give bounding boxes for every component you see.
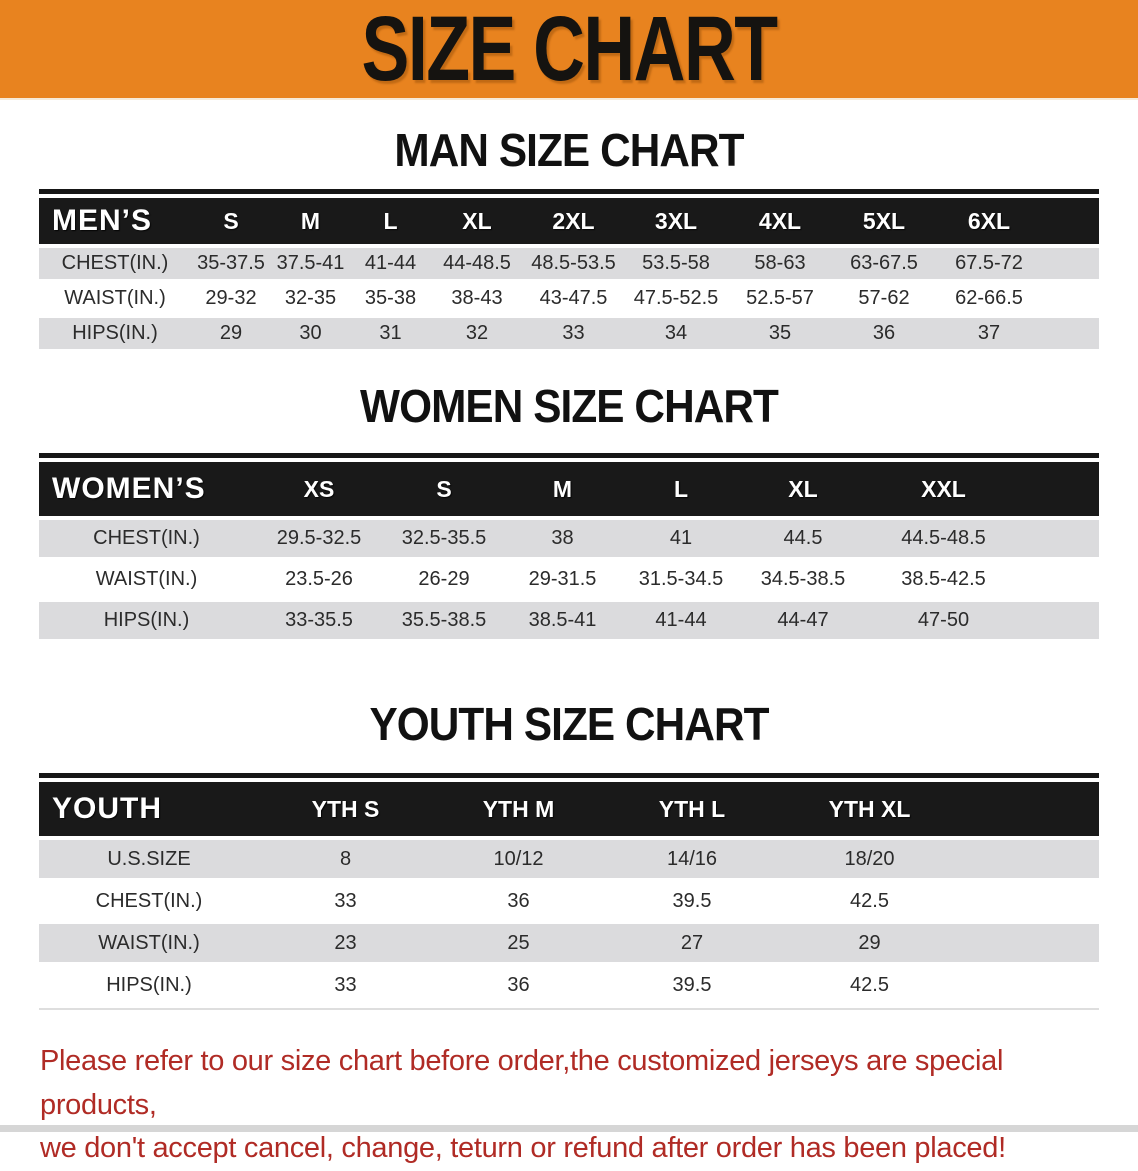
size-value-cell: 44-47: [741, 602, 865, 639]
size-value-cell: 35.5-38.5: [384, 602, 504, 639]
size-value-cell: 31.5-34.5: [621, 561, 741, 598]
size-value-cell: 42.5: [779, 882, 1099, 920]
row-label: CHEST(IN.): [39, 520, 254, 557]
size-value-cell: 30: [271, 318, 350, 349]
size-column-header: 5XL: [832, 198, 936, 244]
size-value-cell: 48.5-53.5: [523, 248, 624, 279]
size-column-header: YTH S: [259, 782, 432, 836]
size-column-header: 4XL: [728, 198, 832, 244]
banner: [0, 0, 1138, 100]
size-value-cell: 38-43: [431, 283, 523, 314]
size-value-cell: 39.5: [605, 882, 779, 920]
size-value-cell: 52.5-57: [728, 283, 832, 314]
size-column-header: 2XL: [523, 198, 624, 244]
women-size-table: [39, 458, 1099, 643]
page-title: SIZE CHART: [361, 0, 777, 100]
size-value-cell: 23: [259, 924, 432, 962]
size-value-cell: 67.5-72: [936, 248, 1099, 279]
size-value-cell: 32: [431, 318, 523, 349]
size-value-cell: 44.5-48.5: [865, 520, 1099, 557]
size-value-cell: 33: [259, 882, 432, 920]
men-section-heading: MAN SIZE CHART: [394, 124, 744, 176]
women-section-heading: WOMEN SIZE CHART: [360, 380, 778, 432]
size-value-cell: 36: [832, 318, 936, 349]
size-value-cell: 27: [605, 924, 779, 962]
size-column-header: YTH M: [432, 782, 605, 836]
size-column-header: 6XL: [936, 198, 1099, 244]
measurement-row: [39, 318, 1099, 349]
women-table-wrap: [39, 453, 1099, 643]
size-column-header: XXL: [865, 462, 1099, 516]
size-value-cell: 41-44: [621, 602, 741, 639]
measurement-row: [39, 966, 1099, 1004]
row-label: WAIST(IN.): [39, 283, 191, 314]
notice-line-2: we don't accept cancel, change, teturn or refund after order has been placed!: [40, 1132, 1006, 1164]
size-value-cell: 43-47.5: [523, 283, 624, 314]
size-value-cell: 36: [432, 966, 605, 1004]
men-table-wrap: [39, 189, 1099, 353]
size-value-cell: 34.5-38.5: [741, 561, 865, 598]
men-size-section: [0, 124, 1138, 353]
youth-table-wrap: [39, 773, 1099, 1010]
size-column-header: YTH L: [605, 782, 779, 836]
women-size-section: [0, 380, 1138, 643]
size-header-row: [39, 462, 1099, 516]
measurement-row: [39, 283, 1099, 314]
order-notice: [40, 1040, 1100, 1171]
row-label: HIPS(IN.): [39, 602, 254, 639]
measurement-row: [39, 924, 1099, 962]
measurement-row: [39, 840, 1099, 878]
measurement-row: [39, 248, 1099, 279]
size-value-cell: 34: [624, 318, 728, 349]
size-value-cell: 29: [191, 318, 271, 349]
row-label: WAIST(IN.): [39, 924, 259, 962]
size-value-cell: 58-63: [728, 248, 832, 279]
size-column-header: XL: [431, 198, 523, 244]
row-label: HIPS(IN.): [39, 318, 191, 349]
measurement-row: [39, 882, 1099, 920]
row-label: WAIST(IN.): [39, 561, 254, 598]
size-value-cell: 29-32: [191, 283, 271, 314]
size-header-row: [39, 782, 1099, 836]
size-value-cell: 36: [432, 882, 605, 920]
men-size-table: [39, 194, 1099, 353]
size-value-cell: 41: [621, 520, 741, 557]
size-value-cell: 35-38: [350, 283, 431, 314]
size-column-header: 3XL: [624, 198, 728, 244]
size-value-cell: 41-44: [350, 248, 431, 279]
size-column-header: XL: [741, 462, 865, 516]
size-value-cell: 38.5-41: [504, 602, 621, 639]
size-value-cell: 37.5-41: [271, 248, 350, 279]
size-value-cell: 25: [432, 924, 605, 962]
youth-size-section: [0, 698, 1138, 1010]
youth-size-table: [39, 778, 1099, 1008]
size-column-header: XS: [254, 462, 384, 516]
size-column-header: S: [191, 198, 271, 244]
size-column-header: S: [384, 462, 504, 516]
measurement-row: [39, 520, 1099, 557]
size-value-cell: 47-50: [865, 602, 1099, 639]
table-title-cell: WOMEN’S: [39, 462, 254, 516]
size-value-cell: 39.5: [605, 966, 779, 1004]
size-value-cell: 62-66.5: [936, 283, 1099, 314]
size-value-cell: 14/16: [605, 840, 779, 878]
size-header-row: [39, 198, 1099, 244]
row-label: CHEST(IN.): [39, 882, 259, 920]
size-value-cell: 42.5: [779, 966, 1099, 1004]
size-value-cell: 31: [350, 318, 431, 349]
size-column-header: L: [350, 198, 431, 244]
size-value-cell: 32-35: [271, 283, 350, 314]
notice-line-1: Please refer to our size chart before order,the customized jerseys are special products,: [40, 1045, 1004, 1121]
size-column-header: M: [504, 462, 621, 516]
size-column-header: M: [271, 198, 350, 244]
size-value-cell: 35-37.5: [191, 248, 271, 279]
size-value-cell: 23.5-26: [254, 561, 384, 598]
table-title-cell: YOUTH: [39, 782, 259, 836]
row-label: HIPS(IN.): [39, 966, 259, 1004]
size-value-cell: 47.5-52.5: [624, 283, 728, 314]
size-value-cell: 53.5-58: [624, 248, 728, 279]
size-value-cell: 8: [259, 840, 432, 878]
size-value-cell: 29.5-32.5: [254, 520, 384, 557]
size-value-cell: 35: [728, 318, 832, 349]
size-value-cell: 57-62: [832, 283, 936, 314]
row-label: U.S.SIZE: [39, 840, 259, 878]
size-value-cell: 32.5-35.5: [384, 520, 504, 557]
size-value-cell: 63-67.5: [832, 248, 936, 279]
row-label: CHEST(IN.): [39, 248, 191, 279]
size-value-cell: 33: [523, 318, 624, 349]
size-value-cell: 29: [779, 924, 1099, 962]
size-column-header: YTH XL: [779, 782, 1099, 836]
size-value-cell: 18/20: [779, 840, 1099, 878]
measurement-row: [39, 602, 1099, 639]
size-value-cell: 44.5: [741, 520, 865, 557]
bottom-edge-strip: [0, 1125, 1138, 1132]
size-value-cell: 37: [936, 318, 1099, 349]
size-value-cell: 38: [504, 520, 621, 557]
size-value-cell: 26-29: [384, 561, 504, 598]
size-value-cell: 44-48.5: [431, 248, 523, 279]
size-value-cell: 10/12: [432, 840, 605, 878]
youth-section-heading: YOUTH SIZE CHART: [369, 698, 769, 750]
size-value-cell: 38.5-42.5: [865, 561, 1099, 598]
table-title-cell: MEN’S: [39, 198, 191, 244]
size-value-cell: 29-31.5: [504, 561, 621, 598]
measurement-row: [39, 561, 1099, 598]
size-value-cell: 33: [259, 966, 432, 1004]
size-value-cell: 33-35.5: [254, 602, 384, 639]
size-column-header: L: [621, 462, 741, 516]
